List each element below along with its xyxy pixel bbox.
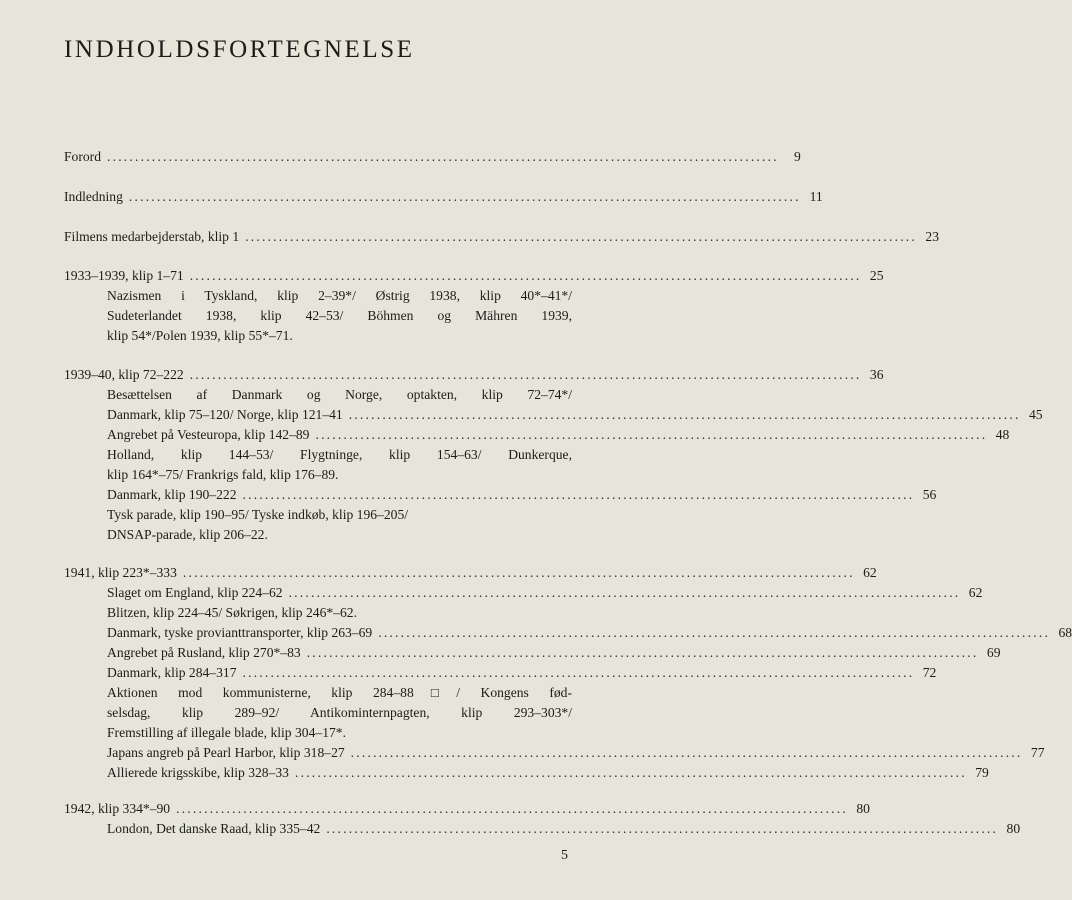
toc-entry-medarbejderstab [64,227,939,247]
toc-subentry [107,505,572,525]
toc-entry-text: DNSAP-parade, klip 206–22. [107,527,268,542]
toc-page-number: 80 [856,801,870,816]
toc-subentry [107,603,572,623]
toc-entry-text: Forord [64,149,102,164]
toc-entry-text: Danmark, klip 75–120/ Norge, klip 121–41 [107,407,343,422]
toc-subentry [107,683,572,703]
toc-subentry [107,405,1043,425]
toc-page-number: 45 [1028,407,1043,422]
toc-page-number: 79 [975,765,989,780]
dot-leader: ........................................................................................................................ [242,487,915,502]
toc-page-number: 11 [809,189,823,204]
toc-entry-text: Danmark, klip 190–222 [107,487,237,502]
toc-entry-text: Fremstilling af illegale blade, klip 304–17*. [107,725,346,740]
dot-leader: ........................................................................................................................ [378,625,1051,640]
toc-section-1933-1939 [64,266,884,286]
toc-page-number: 68 [1058,625,1072,640]
toc-entry-indledning [64,187,823,207]
toc-page-number: 9 [794,149,801,164]
dot-leader: ........................................................................................................................ [176,801,848,816]
toc-entry-text: Sudeterlandet 1938, klip 42–53/ Böhmen og Mähren 1939, [107,308,572,323]
toc-page-number: 80 [1006,821,1021,836]
toc-entry-text: Indledning [64,189,123,204]
toc-entry-text: Nazismen i Tyskland, klip 2–39*/ Østrig 1938, klip 40*–41*/ [107,288,572,303]
dot-leader: ........................................................................................................................ [326,821,999,836]
toc-section-1941 [64,563,877,583]
toc-entry-text: Besættelsen af Danmark og Norge, optakten, klip 72–74*/ [107,387,572,402]
dot-leader: ........................................................................................................................ [348,407,1021,422]
page-title: INDHOLDSFORTEGNELSE [64,36,415,63]
toc-page-number: 48 [995,427,1010,442]
toc-subentry [107,763,989,783]
toc-entry-text: Angrebet på Rusland, klip 270*–83 [107,645,301,660]
toc-entry-text: 1939–40, klip 72–222 [64,367,184,382]
toc-subentry [107,445,572,465]
toc-subentry [107,583,983,603]
toc-subentry [107,485,937,505]
toc-subentry [107,385,572,405]
toc-page-number: 25 [869,268,884,283]
dot-leader: ........................................................................................................................ [294,765,967,780]
toc-page-number: 69 [986,645,1001,660]
dot-leader: ........................................................................................................................ [189,367,862,382]
toc-entry-text: Japans angreb på Pearl Harbor, klip 318–27 [107,745,345,760]
toc-entry-forord [64,147,801,167]
dot-leader: ........................................................................................................................ [128,189,801,204]
toc-subentry [107,743,1045,763]
dot-leader: ........................................................................................................................ [315,427,988,442]
dot-leader: ........................................................................................................................ [107,149,779,164]
toc-entry-text: Blitzen, klip 224–45/ Søkrigen, klip 246*–62. [107,605,357,620]
dot-leader: ........................................................................................................................ [182,565,855,580]
dot-leader: ........................................................................................................................ [245,229,917,244]
dot-leader: ........................................................................................................................ [350,745,1023,760]
toc-entry-text: Slaget om England, klip 224–62 [107,585,283,600]
toc-entry-text: 1933–1939, klip 1–71 [64,268,184,283]
toc-entry-text: Tysk parade, klip 190–95/ Tyske indkøb, klip 196–205/ [107,507,409,522]
toc-subentry [107,723,572,743]
toc-subentry [107,623,1072,643]
toc-subentry [107,306,572,326]
dot-leader: ........................................................................................................................ [242,665,915,680]
dot-leader: ........................................................................................................................ [189,268,862,283]
dot-leader: ........................................................................................................................ [306,645,979,660]
toc-subentry [107,525,572,545]
toc-subentry [107,663,937,683]
toc-section-1939-40 [64,365,884,385]
toc-entry-text: 1942, klip 334*–90 [64,801,171,816]
toc-entry-text: Danmark, klip 284–317 [107,665,237,680]
toc-subentry [107,286,572,306]
toc-entry-text: Holland, klip 144–53/ Flygtninge, klip 154–63/ Dunkerque, [107,447,572,462]
toc-subentry [107,425,1010,445]
toc-subentry [107,643,1001,663]
toc-entry-text: Danmark, tyske provianttransporter, klip 263–69 [107,625,373,640]
toc-section-1942 [64,799,870,819]
toc-subentry [107,819,1021,839]
toc-page-number: 62 [863,565,877,580]
toc-entry-text: Allierede krigsskibe, klip 328–33 [107,765,289,780]
toc-entry-text: klip 54*/Polen 1939, klip 55*–71. [107,328,293,343]
toc-page-number: 23 [925,229,939,244]
toc-entry-text: Aktionen mod kommunisterne, klip 284–88□/ Kongens fød- [107,685,572,700]
toc-entry-text: Angrebet på Vesteuropa, klip 142–89 [107,427,310,442]
toc-subentry [107,703,572,723]
toc-page-number: 62 [968,585,983,600]
toc-subentry [107,465,572,485]
dot-leader: ........................................................................................................................ [288,585,961,600]
toc-page-number: 72 [922,665,937,680]
page-number: 5 [561,848,568,863]
toc-subentry [107,326,572,346]
toc-entry-text: Filmens medarbejderstab, klip 1 [64,229,240,244]
toc-entry-text: klip 164*–75/ Frankrigs fald, klip 176–89. [107,467,339,482]
toc-entry-text: London, Det danske Raad, klip 335–42 [107,821,321,836]
toc-page-number: 36 [869,367,884,382]
toc-page-number: 56 [922,487,937,502]
toc-entry-text: selsdag, klip 289–92/ Antikominternpagten, klip 293–303*/ [107,705,572,720]
toc-entry-text: 1941, klip 223*–333 [64,565,177,580]
toc-page-number: 77 [1030,745,1045,760]
